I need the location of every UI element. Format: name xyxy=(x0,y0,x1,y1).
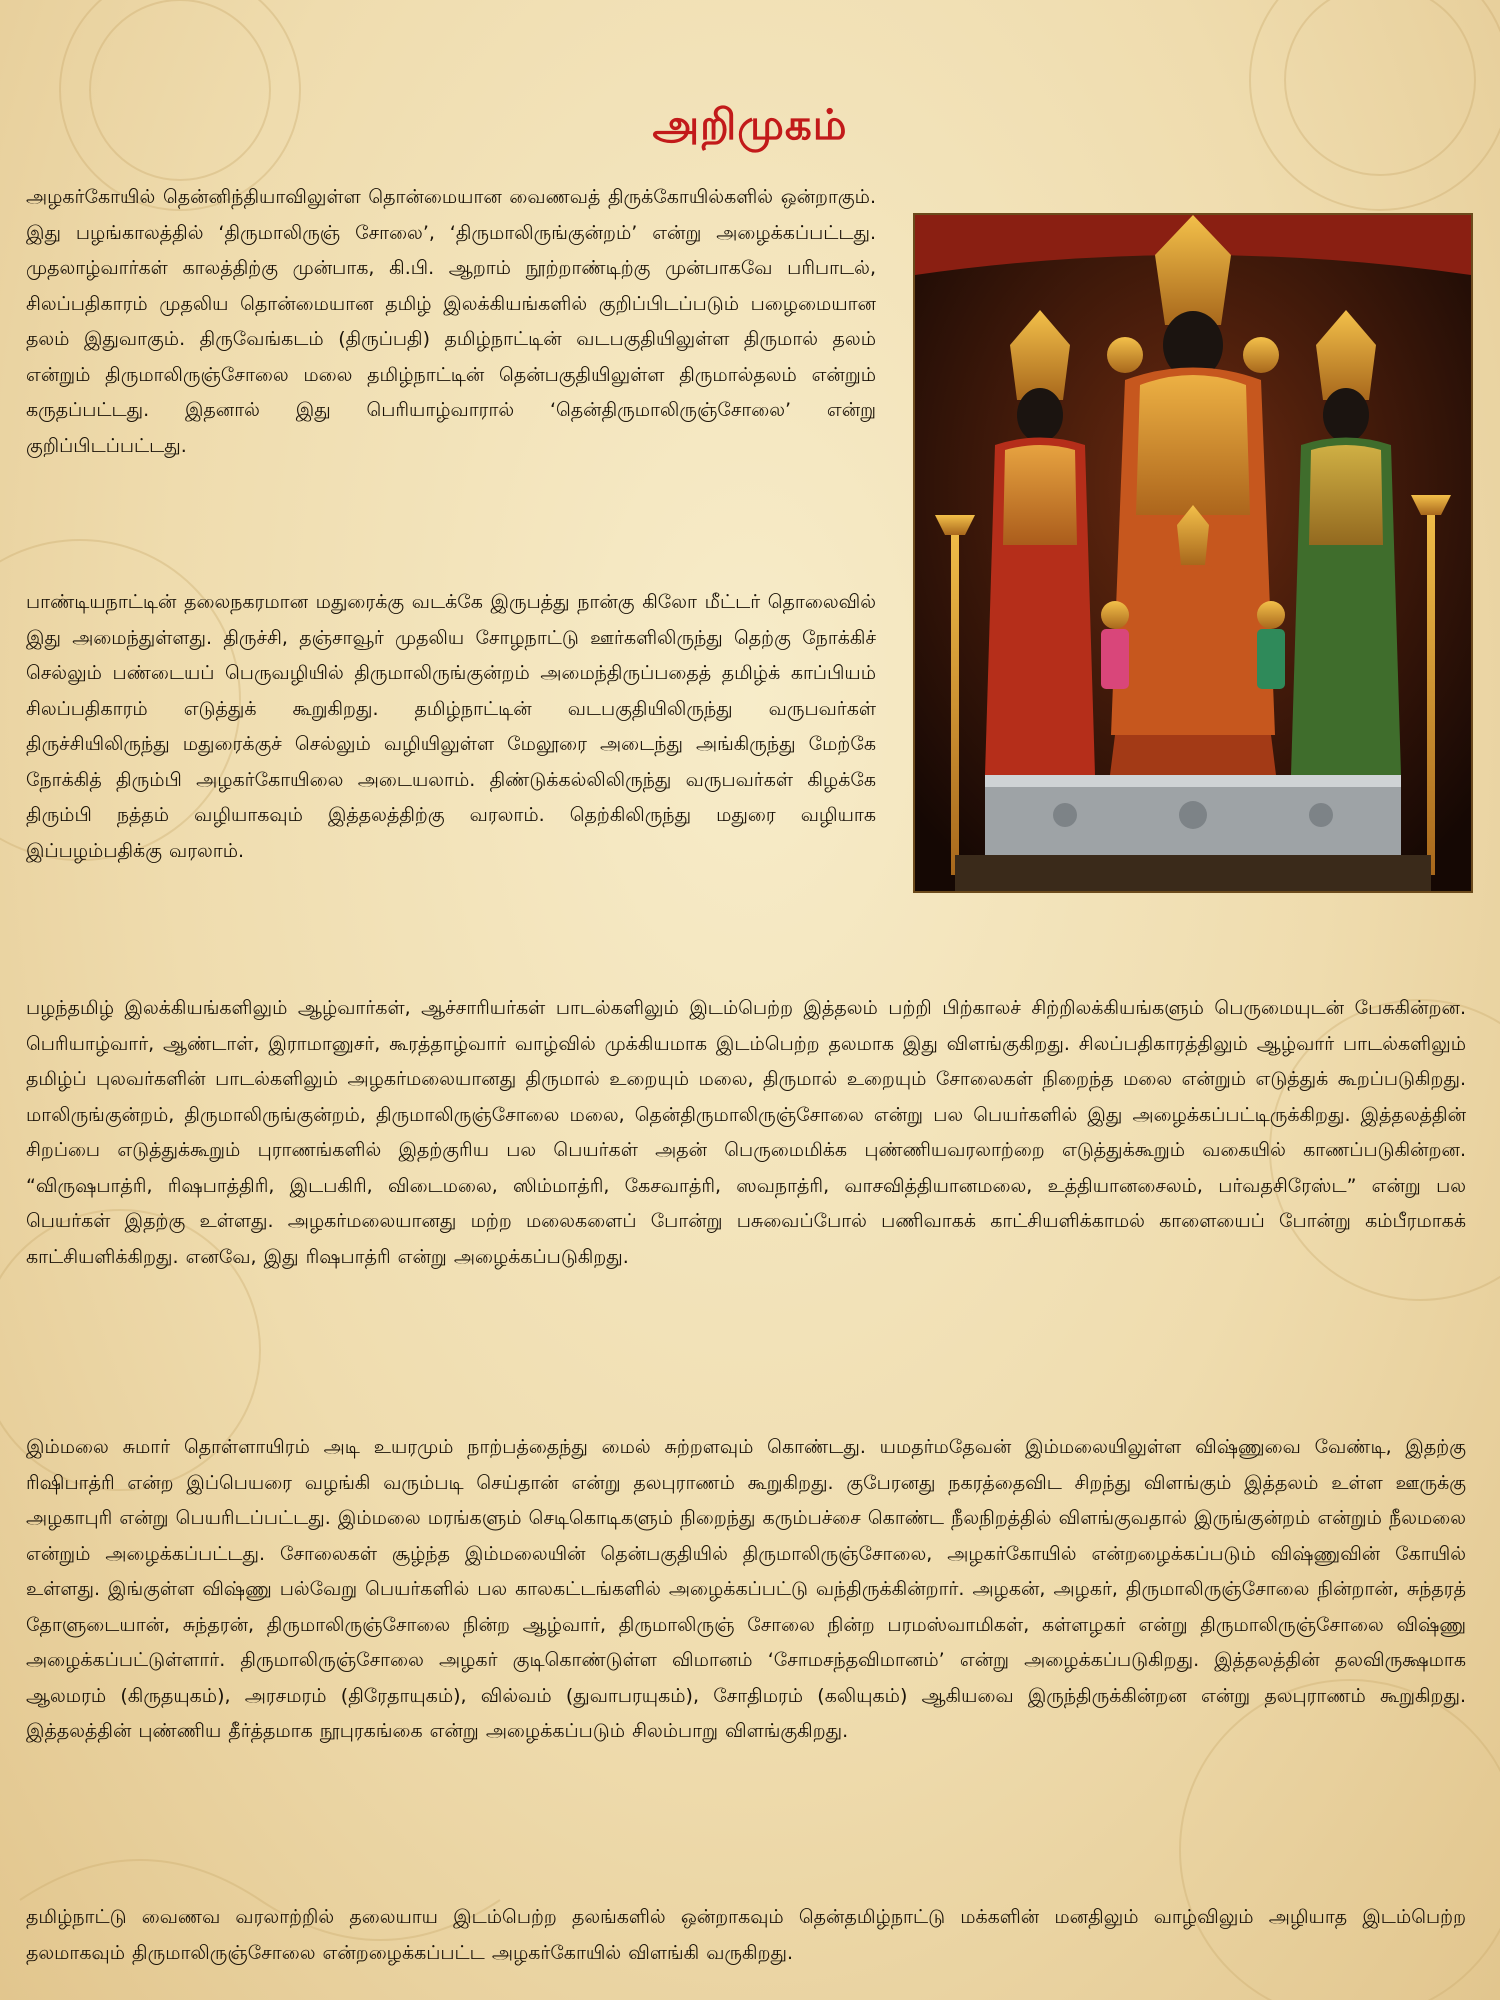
paragraph: அழகர்கோயில் தென்னிந்தியாவிலுள்ள தொன்மையான வைணவத் திருக்கோயில்களில் ஒன்றாகும். இது பழங்காலத்தில் ‘திருமாலிருஞ் சோலை’, ‘திருமாலிருங்குன்றம்’ என்று அழைக்கப்பட்டது. முதலாழ்வார்கள் காலத்திற்கு முன்பாக, கி.பி. ஆறாம் நூற்றாண்டிற்கு முன்பாகவே பரிபாடல், சிலப்பதிகாரம் முதலிய தொன்மையான தமிழ் இலக்கியங்களில் குறிப்பிடப்படும் பழைமையான தலம் இதுவாகும். திருவேங்கடம் (திருப்பதி) தமிழ்நாட்டின் வடபகுதியிலுள்ள திருமால் தலம் என்றும் திருமாலிருஞ்சோலை மலை தமிழ்நாட்டின் தென்பகுதியிலுள்ள திருமால்தலம் என்றும் கருதப்பட்டது. இதனால் இது பெரியாழ்வாரால் ‘தென்திருமாலிருஞ்சோலை’ என்று குறிப்பிடப்பட்டது. xyxy=(26,186,876,457)
deity-image xyxy=(913,213,1473,893)
paragraph: இம்மலை சுமார் தொள்ளாயிரம் அடி உயரமும் நாற்பத்தைந்து மைல் சுற்றளவும் கொண்டது. யமதர்மதேவன் இம்மலையிலுள்ள விஷ்ணுவை வேண்டி, இதற்கு ரிஷிபாத்ரி என்ற இப்பெயரை வழங்கி வரும்படி செய்தான் என்று தலபுராணம் கூறுகிறது. குபேரனது நகரத்தைவிட சிறந்து விளங்கும் இத்தலம் உள்ள ஊருக்கு அழகாபுரி என்று பெயரிடப்பட்டது. இம்மலை மரங்களும் செடிகொடிகளும் நிறைந்து கரும்பச்சை கொண்ட நீலநிறத்தில் விளங்குவதால் இருங்குன்றம் என்றும் நீலமலை என்றும் அழைக்கப்பட்டது. சோலைகள் சூழ்ந்த இம்மலையின் தென்பகுதியில் திருமாலிருஞ்சோலை, அழகர்கோயில் என்றழைக்கப்படும் விஷ்ணுவின் கோயில் உள்ளது. இங்குள்ள விஷ்ணு பல்வேறு பெயர்களில் பல காலகட்டங்களில் அழைக்கப்பட்டு வந்திருக்கின்றார். அழகன், அழகர், திருமாலிருஞ்சோலை நின்றான், சுந்தரத் தோளுடையான், சுந்தரன், திருமாலிருஞ்சோலை நின்ற ஆழ்வார், திருமாலிருஞ் சோலை நின்ற பரமஸ்வாமிகள், கள்ளழகர் என்று திருமாலிருஞ்சோலை விஷ்ணு அழைக்கப்பட்டுள்ளார். திருமாலிருஞ்சோலை அழகர் குடிகொண்டுள்ள விமானம் ‘சோமசந்தவிமானம்’ என்று அழைக்கப்படுகிறது. இத்தலத்தின் தலவிருக்ஷமாக ஆலமரம் (கிருதயுகம்), அரசமரம் (திரேதாயுகம்), வில்வம் (துவாபரயுகம்), சோதிமரம் (கலியுகம்) ஆகியவை இருந்திருக்கின்றன என்று தலபுராணம் கூறுகிறது. இத்தலத்தின் புண்ணிய தீர்த்தமாக நூபுரகங்கை என்று அழைக்கப்படும் சிலம்பாறு விளங்குகிறது. xyxy=(26,1436,1466,1742)
paragraph: பாண்டியநாட்டின் தலைநகரமான மதுரைக்கு வடக்கே இருபத்து நான்கு கிலோ மீட்டர் தொலைவில் இது அமைந்துள்ளது. திருச்சி, தஞ்சாவூர் முதலிய சோழநாட்டு ஊர்களிலிருந்து தெற்கு நோக்கிச் செல்லும் பண்டையப் பெருவழியில் திருமாலிருங்குன்றம் அமைந்திருப்பதைத் தமிழ்க் காப்பியம் சிலப்பதிகாரம் எடுத்துக் கூறுகிறது. தமிழ்நாட்டின் வடபகுதியிலிருந்து வருபவர்கள் திருச்சியிலிருந்து மதுரைக்குச் செல்லும் வழியிலுள்ள மேலூரை அடைந்து அங்கிருந்து மேற்கே நோக்கித் திரும்பி அழகர்கோயிலை அடையலாம். திண்டுக்கல்லிலிருந்து வருபவர்கள் கிழக்கே திரும்பி நத்தம் வழியாகவும் இத்தலத்திற்கு வரலாம். தெற்கிலிருந்து மதுரை வழியாக இப்பழம்பதிக்கு வரலாம். xyxy=(26,591,876,862)
paragraph: பழந்தமிழ் இலக்கியங்களிலும் ஆழ்வார்கள், ஆச்சாரியர்கள் பாடல்களிலும் இடம்பெற்ற இத்தலம் பற்றி பிற்காலச் சிற்றிலக்கியங்களும் பெருமையுடன் பேசுகின்றன. பெரியாழ்வார், ஆண்டாள், இராமானுசர், கூரத்தாழ்வார் வாழ்வில் முக்கியமாக இடம்பெற்ற தலமாக இது விளங்குகிறது. சிலப்பதிகாரத்திலும் ஆழ்வார் பாடல்களிலும் தமிழ்ப் புலவர்களின் பாடல்களிலும் அழகர்மலையானது திருமால் உறையும் மலை, திருமால் உறையும் சோலைகள் நிறைந்த மலை என்றும் எடுத்துக் கூறப்படுகிறது. மாலிருங்குன்றம், திருமாலிருங்குன்றம், திருமாலிருஞ்சோலை மலை, தென்திருமாலிருஞ்சோலை என்று பல பெயர்களில் இது அழைக்கப்பட்டிருக்கிறது. இத்தலத்தின் சிறப்பை எடுத்துக்கூறும் புராணங்களில் இதற்குரிய பல பெயர்கள் அதன் பெருமைமிக்க புண்ணியவரலாற்றை எடுத்துக்கூறும் வகையில் காணப்படுகின்றன. “விருஷபாத்ரி, ரிஷபாத்திரி, இடபகிரி, விடைமலை, ஸிம்மாத்ரி, கேசவாத்ரி, ஸவநாத்ரி, வாசவித்தியானமலை, உத்தியானசைலம், பர்வதசிரேஸ்ட” என்று பல பெயர்கள் இதற்கு உள்ளது. அழகர்மலையானது மற்ற மலைகளைப் போன்று பசுவைப்போல் பணிவாகக் காட்சியளிக்காமல் காளையைப் போன்று கம்பீரமாகக் காட்சியளிக்கிறது. எனவே, இது ரிஷபாத்ரி என்று அழைக்கப்படுகிறது. xyxy=(26,997,1466,1268)
paragraph: தமிழ்நாட்டு வைணவ வரலாற்றில் தலையாய இடம்பெற்ற தலங்களில் ஒன்றாகவும் தென்தமிழ்நாட்டு மக்களின் மனதிலும் வாழ்விலும் அழியாத இடம்பெற்ற தலமாகவும் திருமாலிருஞ்சோலை என்றழைக்கப்பட்ட அழகர்கோயில் விளங்கி வருகிறது. xyxy=(26,1906,1466,1964)
page-title: அறிமுகம் xyxy=(652,100,848,149)
